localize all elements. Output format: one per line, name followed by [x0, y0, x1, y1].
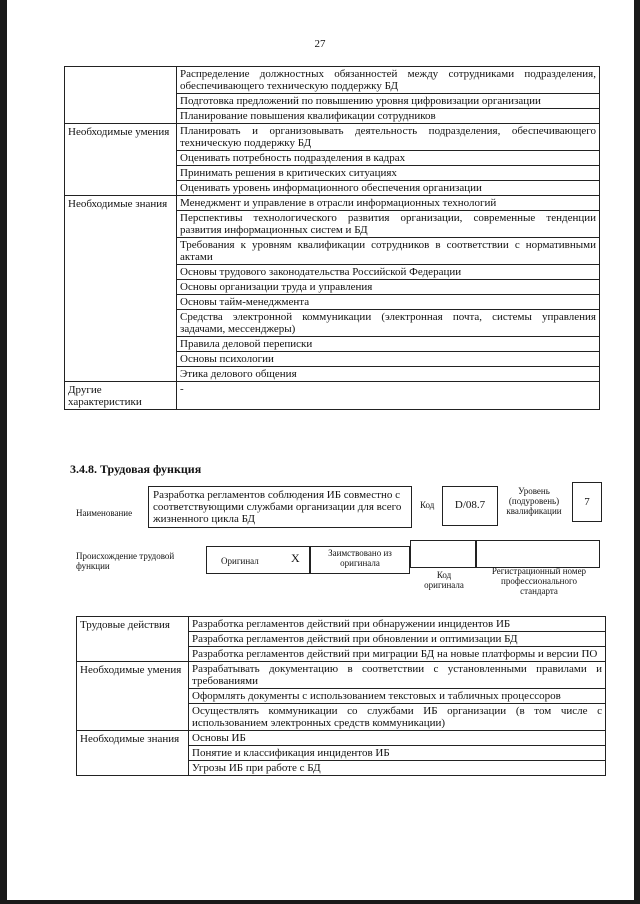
- origin-code-label: Код оригинала: [424, 570, 464, 590]
- table-row: [77, 662, 606, 689]
- table-cell: Планировать и организовывать деятельность подразделения, обеспечивающего техническую поддержку БД: [177, 124, 600, 151]
- origin-label: Происхождение трудовой функции: [76, 551, 175, 571]
- original-mark: X: [291, 551, 300, 565]
- borrowed-label: Заимствовано из оригинала: [328, 548, 392, 568]
- table-cell: Угрозы ИБ при работе с БД: [189, 761, 606, 776]
- table-row: [65, 124, 600, 151]
- table-cell: Разработка регламентов действий при обновлении и оптимизации БД: [189, 632, 606, 647]
- table-cell: Перспективы технологического развития организации, современные тенденции развития информационных систем и БД: [177, 211, 600, 238]
- table-cell: Средства электронной коммуникации (электронная почта, системы управления задачами, мессенджеры): [177, 310, 600, 337]
- table-cell: Основы ИБ: [189, 731, 606, 746]
- section-title: 3.4.8. Трудовая функция: [70, 462, 202, 476]
- table-cell: Основы психологии: [177, 352, 600, 367]
- requirements-table: [76, 616, 606, 776]
- level-label: Уровень (подуровень) квалификации: [506, 486, 562, 516]
- function-name: Разработка регламентов соблюдения ИБ совместно с соответствующими службами организации для всего жизненного цикла БД: [153, 489, 402, 525]
- other-label: Другие характеристики: [65, 382, 177, 410]
- table-cell: Требования к уровням квалификации сотрудников в соответствии с нормативными актами: [177, 238, 600, 265]
- code-label: Код: [420, 500, 435, 510]
- page-number: 27: [314, 38, 326, 50]
- skills-label: Необходимые умения: [77, 662, 189, 731]
- level-value: 7: [584, 496, 590, 508]
- table-cell: Подготовка предложений по повышению уровня цифровизации организации: [177, 94, 600, 109]
- row-label-empty: [65, 67, 177, 124]
- knowledge-label: Необходимые знания: [77, 731, 189, 776]
- reg-number-label: Регистрационный номер профессионального стандарта: [491, 566, 587, 596]
- table-row: [65, 382, 600, 410]
- table-cell: Менеджмент и управление в отрасли информационных технологий: [177, 196, 600, 211]
- actions-label: Трудовые действия: [77, 617, 189, 662]
- level-box: [572, 482, 602, 522]
- table-row: [65, 67, 600, 94]
- table-cell: Этика делового общения: [177, 367, 600, 382]
- knowledge-label: Необходимые знания: [65, 196, 177, 382]
- original-cell: [206, 546, 310, 574]
- code-box: [442, 486, 498, 526]
- skills-label: Необходимые умения: [65, 124, 177, 196]
- borrowed-cell: [310, 546, 410, 574]
- table-cell: Оформлять документы с использованием текстовых и табличных процессоров: [189, 689, 606, 704]
- table-cell: Планирование повышения квалификации сотрудников: [177, 109, 600, 124]
- table-cell: Основы тайм-менеджмента: [177, 295, 600, 310]
- reg-number-cell: [476, 540, 600, 568]
- code-value: D/08.7: [454, 499, 486, 511]
- table-cell: Разрабатывать документацию в соответствии с установленными правилами и требованиями: [189, 662, 606, 689]
- table-cell: Разработка регламентов действий при обнаружении инцидентов ИБ: [189, 617, 606, 632]
- table-cell: Принимать решения в критических ситуациях: [177, 166, 600, 181]
- table-cell: Разработка регламентов действий при миграции БД на новые платформы и версии ПО: [189, 647, 606, 662]
- table-cell: Правила деловой переписки: [177, 337, 600, 352]
- original-label: Оригинал: [221, 556, 259, 566]
- table-cell: -: [177, 382, 600, 410]
- name-label: Наименование: [76, 508, 133, 518]
- table-cell: Распределение должностных обязанностей между сотрудниками подразделения, обеспечивающего техническую поддержку БД: [177, 67, 600, 94]
- table-row: [77, 617, 606, 632]
- requirements-table-continued: [64, 66, 600, 410]
- table-cell: Оценивать потребность подразделения в кадрах: [177, 151, 600, 166]
- table-cell: Понятие и классификация инцидентов ИБ: [189, 746, 606, 761]
- function-name-box: [148, 486, 412, 528]
- table-cell: Основы трудового законодательства Российской Федерации: [177, 265, 600, 280]
- table-row: [77, 731, 606, 746]
- table-cell: Осуществлять коммуникации со службами ИБ организации (в том числе с использованием электронных средств коммуникации): [189, 704, 606, 731]
- table-cell: Оценивать уровень информационного обеспечения организации: [177, 181, 600, 196]
- table-cell: Основы организации труда и управления: [177, 280, 600, 295]
- table-row: [65, 196, 600, 211]
- origin-code-cell: [410, 540, 476, 568]
